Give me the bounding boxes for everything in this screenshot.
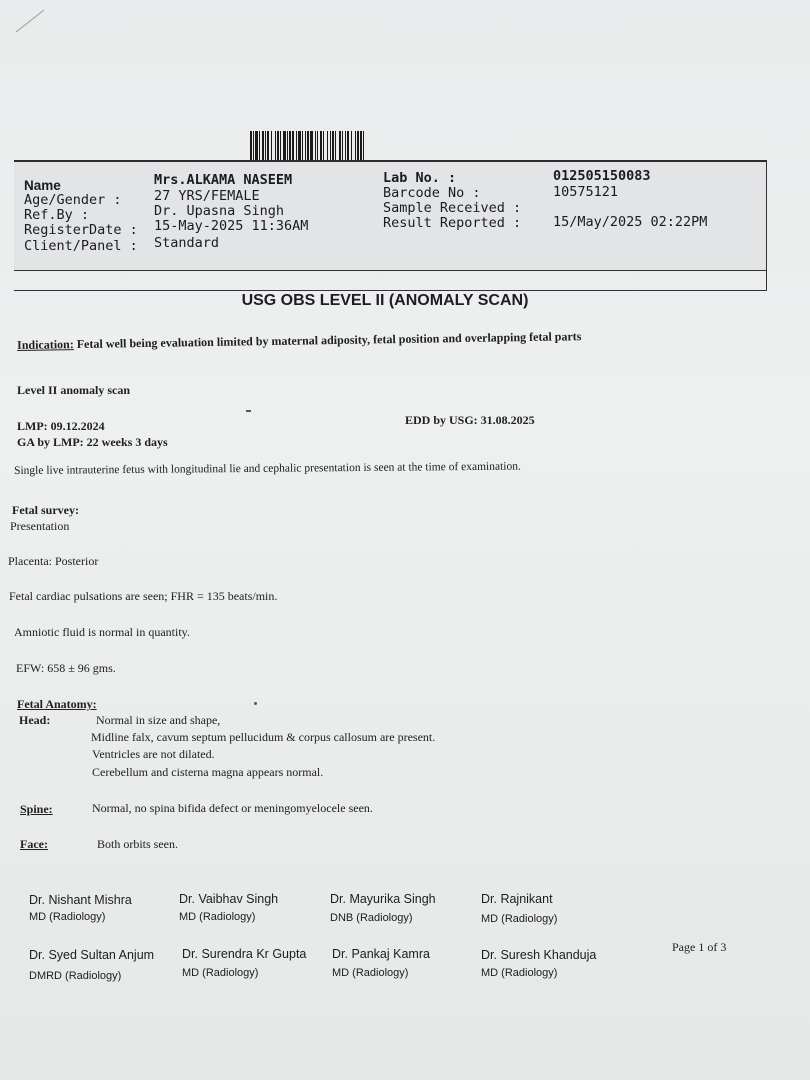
- report-title: USG OBS LEVEL II (ANOMALY SCAN): [241, 292, 529, 309]
- doctor-name: Dr. Surendra Kr Gupta: [182, 947, 307, 961]
- doctor-degree: MD (Radiology): [481, 967, 558, 979]
- spine-label: Spine:: [20, 802, 53, 816]
- doctor-degree: MD (Radiology): [29, 911, 106, 923]
- indication-line: [17, 329, 582, 353]
- spine-text: Normal, no spina bifida defect or meningomyelocele seen.: [92, 801, 373, 815]
- cardiac-line: Fetal cardiac pulsations are seen; FHR = 135 beats/min.: [9, 589, 278, 603]
- value-age-gender: 27 YRS/FEMALE: [154, 188, 260, 204]
- level-line: Level II anomaly scan: [17, 383, 131, 397]
- value-barcode-no: 10575121: [553, 184, 619, 200]
- doctor-name: Dr. Suresh Khanduja: [481, 948, 597, 962]
- label-lab-no: Lab No. :: [383, 170, 457, 186]
- value-patient-name: Mrs.ALKAMA NASEEM: [154, 172, 293, 188]
- speck: [246, 410, 251, 412]
- doctor-degree: DMRD (Radiology): [29, 970, 122, 982]
- face-label: Face:: [20, 837, 48, 851]
- doctor-name: Dr. Vaibhav Singh: [179, 892, 279, 906]
- face-text: Both orbits seen.: [97, 837, 178, 851]
- doctor-degree: MD (Radiology): [481, 913, 558, 925]
- label-age-gender: Age/Gender :: [24, 192, 122, 208]
- doctor-name: Dr. Pankaj Kamra: [332, 947, 430, 961]
- indication-label: Indication:: [17, 337, 74, 352]
- label-result-reported: Result Reported :: [383, 215, 522, 231]
- page-number: Page 1 of 3: [672, 940, 727, 954]
- head-line-1: Normal in size and shape,: [96, 713, 221, 727]
- placenta-line: Placenta: Posterior: [8, 554, 99, 568]
- fetal-anatomy-label: Fetal Anatomy:: [17, 697, 97, 711]
- value-lab-no: 012505150083: [553, 168, 651, 184]
- edd-line: EDD by USG: 31.08.2025: [405, 413, 535, 427]
- label-client-panel: Client/Panel :: [24, 238, 138, 254]
- indication-text: Fetal well being evaluation limited by maternal adiposity, fetal position and overlapping fetal parts: [73, 329, 582, 352]
- label-ref-by: Ref.By :: [24, 207, 90, 223]
- value-ref-by: Dr. Upasna Singh: [154, 203, 285, 219]
- doctor-name: Dr. Mayurika Singh: [330, 892, 436, 906]
- speck: [254, 702, 257, 705]
- doctor-degree: MD (Radiology): [182, 967, 259, 979]
- head-line-2: Midline falx, cavum septum pellucidum & corpus callosum are present.: [91, 730, 436, 744]
- pen-mark: [10, 4, 50, 38]
- value-register-date: 15-May-2025 11:36AM: [154, 218, 309, 234]
- doctor-degree: MD (Radiology): [332, 967, 409, 979]
- label-sample-received: Sample Received :: [383, 200, 522, 216]
- summary-line: Single live intrauterine fetus with longitudinal lie and cephalic presentation is seen at the time of examination.: [14, 460, 521, 477]
- doctor-name: Dr. Nishant Mishra: [29, 893, 132, 907]
- value-client-panel: Standard: [154, 235, 220, 251]
- label-barcode-no: Barcode No :: [383, 185, 481, 201]
- ga-line: GA by LMP: 22 weeks 3 days: [17, 435, 168, 449]
- fetal-survey-label: Fetal survey:: [12, 503, 79, 517]
- amniotic-line: Amniotic fluid is normal in quantity.: [14, 625, 190, 639]
- doctor-name: Dr. Syed Sultan Anjum: [29, 948, 155, 962]
- head-line-4: Cerebellum and cisterna magna appears normal.: [92, 765, 324, 779]
- doctor-degree: MD (Radiology): [179, 911, 256, 923]
- lmp-line: LMP: 09.12.2024: [17, 419, 105, 433]
- label-name: Name: [24, 178, 61, 193]
- head-line-3: Ventricles are not dilated.: [92, 747, 215, 761]
- label-register-date: RegisterDate :: [24, 222, 138, 238]
- head-label: Head:: [19, 713, 51, 727]
- value-result-reported: 15/May/2025 02:22PM: [553, 214, 708, 230]
- presentation-line: Presentation: [10, 519, 70, 533]
- doctor-name: Dr. Rajnikant: [481, 892, 553, 906]
- efw-line: EFW: 658 ± 96 gms.: [16, 661, 116, 675]
- doctor-degree: DNB (Radiology): [330, 912, 413, 924]
- barcode-graphic: [250, 131, 475, 161]
